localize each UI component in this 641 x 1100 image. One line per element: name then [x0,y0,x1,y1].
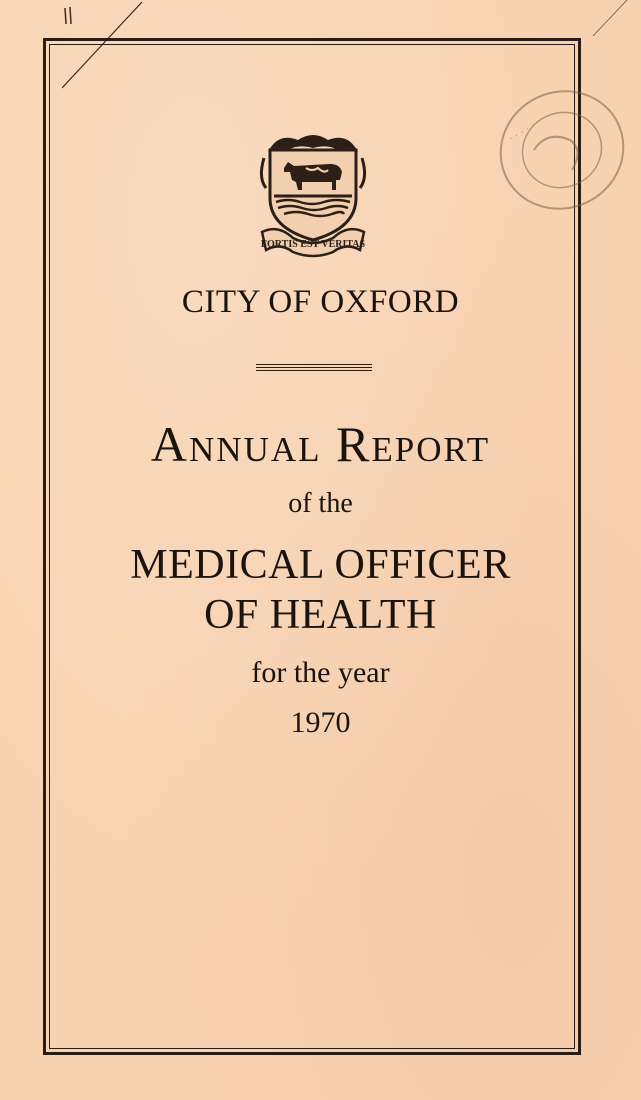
officer-heading [0,540,641,640]
officer-line-2: OF HEALTH [204,592,437,638]
report-year: 1970 [290,706,351,739]
officer-line-1: MEDICAL OFFICER [130,542,511,588]
report-title: Annual Report [150,416,491,472]
library-stamp-icon [492,80,632,220]
double-rule-divider [256,364,372,372]
for-the-year-text: for the year [251,656,390,689]
corner-line-icon [591,0,631,40]
city-heading: CITY OF OXFORD [181,284,460,320]
svg-text:FORTIS EST VERITAS: FORTIS EST VERITAS [260,239,366,250]
svg-text:· · · · ·: · · · · · [507,121,538,145]
of-the-text: of the [288,488,353,519]
city-coat-of-arms-icon [258,128,368,260]
